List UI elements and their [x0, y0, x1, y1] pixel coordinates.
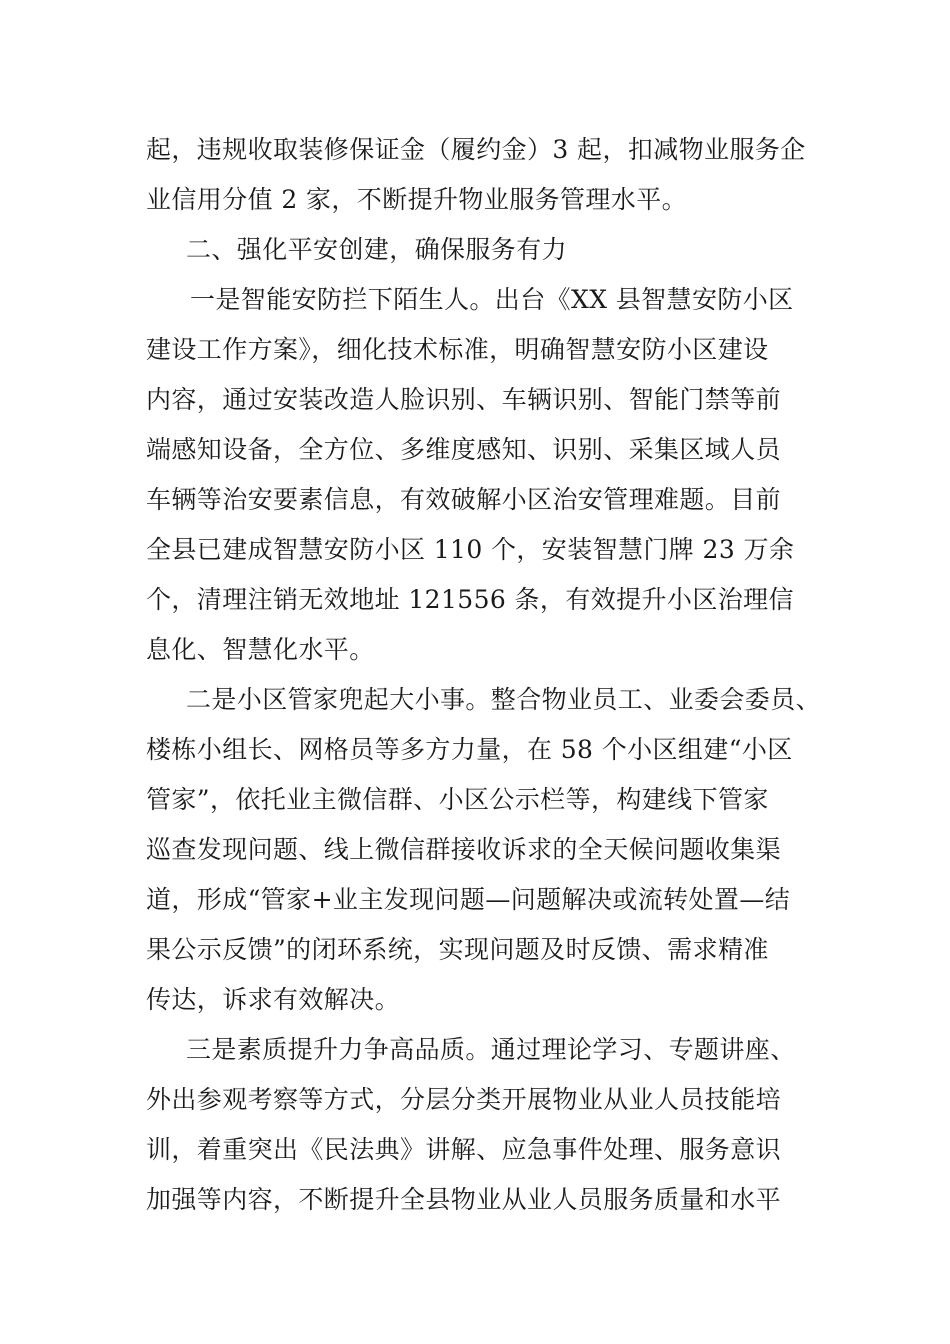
text-line-11: 息化、智慧化水平。 [146, 635, 375, 664]
text-line-22: 加强等内容，不断提升全县物业从业人员服务质量和水平 [146, 1185, 782, 1214]
text-line-15: 巡查发现问题、线上微信群接收诉求的全天候问题收集渠 [146, 835, 782, 864]
text-line-18: 传达，诉求有效解决。 [146, 985, 401, 1014]
text-line-5: 建设工作方案》，细化技术标准，明确智慧安防小区建设 [146, 335, 769, 364]
text-line-13: 楼栋小组长、网格员等多方力量，在 58 个小区组建“小区 [146, 735, 793, 764]
text-line-6: 内容，通过安装改造人脸识别、车辆识别、智能门禁等前 [146, 385, 782, 414]
text-line-10: 个，清理注销无效地址 121556 条，有效提升小区治理信 [146, 585, 794, 614]
text-line-20: 外出参观考察等方式，分层分类开展物业从业人员技能培 [146, 1085, 782, 1114]
text-line-1: 起，违规收取装修保证金（履约金）3 起，扣减物业服务企 [146, 135, 806, 164]
text-line-8: 车辆等治安要素信息，有效破解小区治安管理难题。目前 [146, 485, 782, 514]
text-line-2: 业信用分值 2 家，不断提升物业服务管理水平。 [146, 185, 688, 214]
section-heading: 二、强化平安创建，确保服务有力 [186, 235, 568, 264]
text-line-17: 果公示反馈”的闭环系统，实现问题及时反馈、需求精准 [146, 935, 769, 964]
text-line-12: 二是小区管家兜起大小事。整合物业员工、业委会委员、 [186, 685, 822, 714]
text-line-9: 全县已建成智慧安防小区 110 个，安装智慧门牌 23 万余 [146, 535, 795, 564]
text-line-21: 训，着重突出《民法典》讲解、应急事件处理、服务意识 [146, 1135, 782, 1164]
text-line-19: 三是素质提升力争高品质。通过理论学习、专题讲座、 [186, 1035, 796, 1064]
text-line-4: 一是智能安防拦下陌生人。出台《XX 县智慧安防小区 [190, 285, 794, 314]
text-line-14: 管家”，依托业主微信群、小区公示栏等，构建线下管家 [146, 785, 769, 814]
text-line-16: 道，形成“管家+业主发现问题—问题解决或流转处置—结 [146, 885, 791, 914]
text-line-7: 端感知设备，全方位、多维度感知、识别、采集区域人员 [146, 435, 782, 464]
